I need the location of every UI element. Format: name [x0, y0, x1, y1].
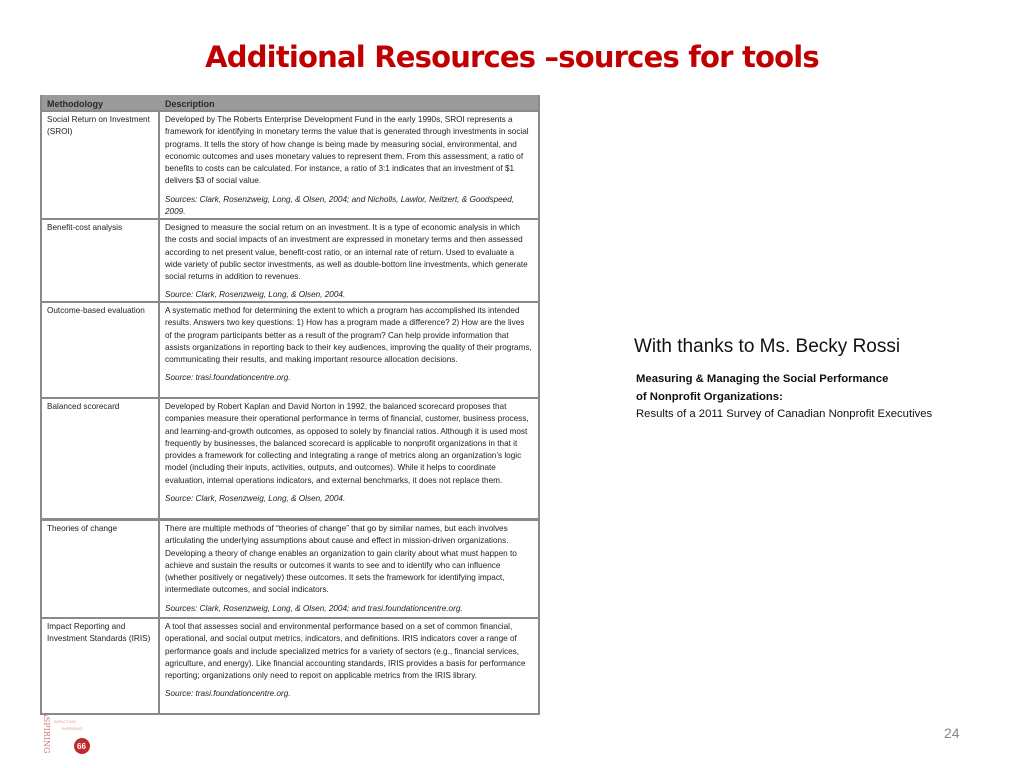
methodology-table — [40, 95, 540, 520]
svg-text:IMPACTING: IMPACTING — [54, 719, 76, 724]
table-row — [42, 617, 538, 713]
reference-title-1: Measuring & Managing the Social Performance — [636, 373, 889, 385]
svg-text:66: 66 — [77, 742, 86, 751]
source-text: Source: Clark, Rosenzweig, Long, & Olsen, 2004. — [165, 494, 346, 504]
method-cell: Benefit-cost analysis — [42, 220, 160, 301]
source-text: Sources: Clark, Rosenzweig, Long, & Olsen, 2004; and trasi.foundationcentre.org. — [165, 603, 463, 613]
svg-text:INSPIRING: INSPIRING — [62, 726, 83, 731]
table-row — [42, 397, 538, 518]
description-text: A tool that assesses social and environmental performance based on a set of common financial, operational, and social output metrics, indicators, and definitions. IRIS indicators cover a range of performance goals and include specialized metrics for a variety of sectors (e.g., financial services, agriculture, and energy). Like financial accounting standards, IRIS provides a basis for performance reporting; organizations only need to report on applicable metrics from the IRIS library. — [165, 622, 526, 681]
source-text: Sources: Clark, Rosenzweig, Long, & Olsen, 2004; and Nicholls, Lawlor, Neitzert, & Goodspeed, 2009. — [165, 194, 515, 217]
source-text: Source: trasi.foundationcentre.org. — [165, 689, 291, 699]
description-text: A systematic method for determining the extent to which a program has accomplished its intended results. Answers two key questions: 1) How has a program made a difference? 2) How are the lives of the program participants better as a result of the program? Can help provide information that assists organizations in reporting back to their key audiences, improving the quality of their programs, communicating their results, and making important resource allocation decisions. — [165, 306, 532, 365]
reference-title-2: of Nonprofit Organizations: — [636, 390, 783, 403]
description-text: Designed to measure the social return on an investment. It is a type of economic analysis in which the costs and social impacts of an investment are expressed in monetary terms and then assessed according to net present value, benefit-cost ratio, or an internal rate of return. Used to evaluate a wide variety of public sector investments, as well as double-bottom line investments, which generate social returns in addition to revenues. — [165, 223, 528, 282]
acknowledgement: With thanks to Ms. Becky Rossi — [634, 336, 901, 357]
description-text: Developed by Robert Kaplan and David Norton in 1992, the balanced scorecard proposes that companies measure their operational performance in terms of financial, customer, business process, and learning-and-growth outcomes, as opposed to solely by financial ratios. Although it is used most frequently by businesses, the balanced scorecard is applicable to nonprofit organizations in that it provides a framework for collecting and integrating a range of metrics along an organization’s logic model (including their inputs, activities, outputs, and outcomes). While it helps to coordinate evaluation, internal operations indicators, and external benchmarks, it does not replace them. — [165, 402, 529, 485]
table-row — [42, 301, 538, 397]
svg-text:ASPIRING: ASPIRING — [42, 713, 51, 754]
aspiring-logo — [40, 713, 120, 763]
slide-title: Additional Resources –sources for tools — [205, 40, 819, 74]
table-header — [42, 95, 538, 110]
reference — [636, 371, 932, 424]
method-cell: Social Return on Investment (SROI) — [42, 112, 160, 218]
description-text: There are multiple methods of “theories of change” that go by similar names, but each involves articulating the underlying assumptions about cause and effect in mission-driven organizations. Developing a theory of change enables an organization to gain clarity about what must happen to achieve and sustain the results or outcomes it wants to see and to identify who can influence (whether positively or negatively) these outcomes. It sets the framework for identifying impact, intermediate outcomes, and social indicators. — [165, 524, 517, 595]
method-cell: Theories of change — [42, 521, 160, 617]
source-text: Source: Clark, Rosenzweig, Long, & Olsen, 2004. — [165, 290, 346, 300]
method-cell: Balanced scorecard — [42, 399, 160, 518]
table-row — [42, 521, 538, 617]
table-row — [42, 110, 538, 218]
method-cell: Outcome-based evaluation — [42, 303, 160, 397]
description-text: Developed by The Roberts Enterprise Development Fund in the early 1990s, SROI represents a framework for identifying in monetary terms the value that is generated through investments in social programs. It tells the story of how change is being made by measuring social, environmental, and economic outcomes and uses monetary values to represent them. From this assessment, a ratio of benefits to costs can be calculated. For instance, a ratio of 3:1 indicates that an investment of $1 delivers $3 of social value. — [165, 115, 529, 186]
method-cell: Impact Reporting and Investment Standards (IRIS) — [42, 619, 160, 713]
header-description: Description — [165, 99, 215, 109]
page-number: 24 — [944, 725, 960, 741]
header-methodology: Methodology — [47, 99, 103, 109]
reference-subtitle: Results of a 2011 Survey of Canadian Nonprofit Executives — [636, 408, 933, 420]
table-row — [42, 218, 538, 301]
methodology-table-continued — [40, 519, 540, 715]
source-text: Source: trasi.foundationcentre.org. — [165, 373, 291, 383]
